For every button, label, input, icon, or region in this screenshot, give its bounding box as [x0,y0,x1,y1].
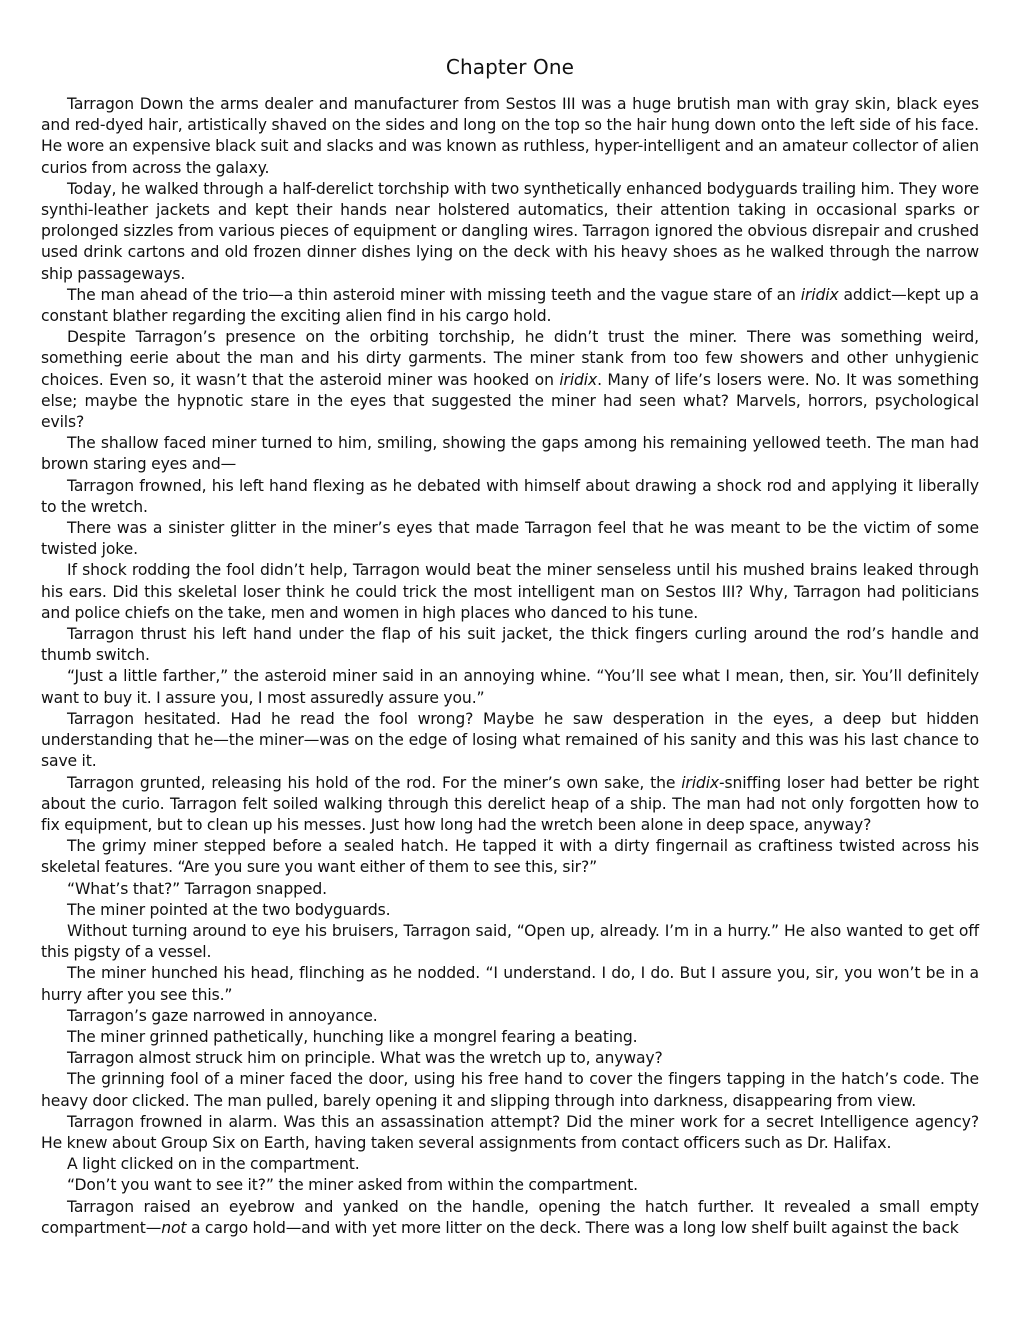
paragraph [41,900,979,921]
text-run: Tarragon raised an eyebrow and yanked on the handle, opening the hatch further. It revealed a small empty compartment— [41,1197,979,1237]
paragraph [41,1048,979,1069]
paragraph [41,1027,979,1048]
text-run: a cargo hold—and with yet more litter on the deck. There was a long low shelf built against the back [186,1218,959,1237]
italic-text: not [161,1218,187,1237]
text-run: Tarragon grunted, releasing his hold of the rod. For the miner’s own sake, the [67,773,682,792]
paragraph [41,1069,979,1111]
paragraph [41,476,979,518]
paragraph [41,179,979,285]
text-run: Without turning around to eye his bruisers, Tarragon said, “Open up, already. I’m in a hurry.” He also wanted to get off this pigsty of a vessel. [41,921,979,962]
text-run: If shock rodding the fool didn’t help, Tarragon would beat the miner senseless until his mushed brains leaked through his ears. Did this skeletal loser think he could trick the most intelligent man on Sestos III? Why, Tarragon had politicians and police chiefs on the take, men and women in high places who danced to his tune. [41,561,979,622]
paragraph [41,963,979,1005]
paragraph [41,518,979,560]
text-run: Tarragon’s gaze narrowed in annoyance. [67,1006,378,1025]
text-run: Despite Tarragon’s presence on the orbiting torchship, he didn’t trust the miner. There was something weird, something eerie about the man and his dirty garments. The miner stank from too few showers and other unhygienic choices. Even so, it wasn’t that the asteroid miner was hooked on [41,328,979,389]
text-run: Tarragon thrust his left hand under the flap of his suit jacket, the thick fingers curling around the rod’s handle and thumb switch. [41,625,979,665]
italic-text: iridix [800,285,839,304]
paragraph [41,879,979,900]
text-run: -sniffing loser had better be right about the curio. Tarragon felt soiled walking through this derelict heap of a ship. The man had not only forgotten how to fix equipment, but to clean up his messes. Just how long had the wretch been alone in deep space, anyway? [41,773,979,834]
text-run: “Just a little farther,” the asteroid miner said in an annoying whine. “You’ll see what I mean, then, sir. You’ll definitely want to buy it. I assure you, I most assuredly assure you.” [41,667,979,707]
paragraph [41,1154,979,1175]
chapter-body [41,94,979,1239]
text-run: There was a sinister glitter in the miner’s eyes that made Tarragon feel that he was meant to be the victim of some twisted joke. [41,519,979,559]
text-run: Tarragon frowned in alarm. Was this an assassination attempt? Did the miner work for a secret Intelligence agency? He knew about Group Six on Earth, having taken several assignments from contact officers such as Dr. Halifax. [41,1112,979,1152]
chapter-title: Chapter One [445,55,575,79]
text-run: The grinning fool of a miner faced the door, using his free hand to cover the fingers tapping in the hatch’s code. The heavy door clicked. The man pulled, barely opening it and slipping through into darkness, disappearing from view. [41,1070,979,1110]
text-run: The miner grinned pathetically, hunching like a mongrel fearing a beating. [67,1027,638,1046]
text-run: “Don’t you want to see it?” the miner asked from within the compartment. [67,1176,638,1195]
text-run: Tarragon almost struck him on principle. What was the wretch up to, anyway? [67,1049,663,1068]
text-run: addict—kept up a constant blather regarding the exciting alien find in his cargo hold. [41,285,979,326]
paragraph [41,921,979,963]
text-run: . Many of life’s losers were. No. It was something else; maybe the hypnotic stare in the eyes that suggested the miner had seen what? Marvels, horrors, psychological evils? [41,370,979,432]
text-run: Today, he walked through a half-derelict torchship with two synthetically enhanced bodyguards trailing him. They wore synthi-leather jackets and kept their hands near holstered automatics, their attention taking in occasional sparks or prolonged sizzles from various pieces of equipment or dangling wires. Tarragon ignored the obvious disrepair and crushed used drink cartons and old frozen dinner dishes lying on the deck with his heavy shoes as he walked through the narrow ship passageways. [41,179,979,283]
paragraph [41,1197,979,1239]
paragraph [41,666,979,708]
text-run: The miner hunched his head, flinching as he nodded. “I understand. I do, I do. But I assure you, sir, you won’t be in a hurry after you see this.” [41,964,979,1004]
text-run: The grimy miner stepped before a sealed hatch. He tapped it with a dirty fingernail as craftiness twisted across his skeletal features. “Are you sure you want either of them to see this, sir?” [41,837,979,877]
text-run: Tarragon Down the arms dealer and manufacturer from Sestos III was a huge brutish man with gray skin, black eyes and red-dyed hair, artistically shaved on the sides and long on the top so the hair hung down onto the left side of his face. He wore an expensive black suit and slacks and was known as ruthless, hyper-intelligent and an amateur collector of alien curios from across the galaxy. [41,95,979,177]
italic-text: iridix [559,370,598,389]
paragraph [41,709,979,773]
text-run: The man ahead of the trio—a thin asteroid miner with missing teeth and the vague stare of an [67,285,801,304]
text-run: “What’s that?” Tarragon snapped. [67,879,328,898]
paragraph [41,836,979,878]
text-run: The shallow faced miner turned to him, smiling, showing the gaps among his remaining yellowed teeth. The man had brown staring eyes and— [41,434,979,474]
paragraph [41,624,979,666]
text-run: The miner pointed at the two bodyguards. [67,900,391,919]
paragraph [41,94,979,179]
paragraph [41,433,979,475]
paragraph [41,1112,979,1154]
paragraph [41,1175,979,1196]
paragraph [41,327,979,433]
text-run: A light clicked on in the compartment. [67,1155,360,1174]
italic-text: iridix [681,773,720,792]
paragraph [41,1006,979,1027]
paragraph [41,773,979,837]
paragraph [41,285,979,327]
text-run: Tarragon frowned, his left hand flexing as he debated with himself about drawing a shock rod and applying it liberally to the wretch. [41,476,979,516]
text-run: Tarragon hesitated. Had he read the fool wrong? Maybe he saw desperation in the eyes, a deep but hidden understanding that he—the miner—was on the edge of losing what remained of his sanity and this was his last chance to save it. [41,709,979,771]
paragraph [41,560,979,624]
